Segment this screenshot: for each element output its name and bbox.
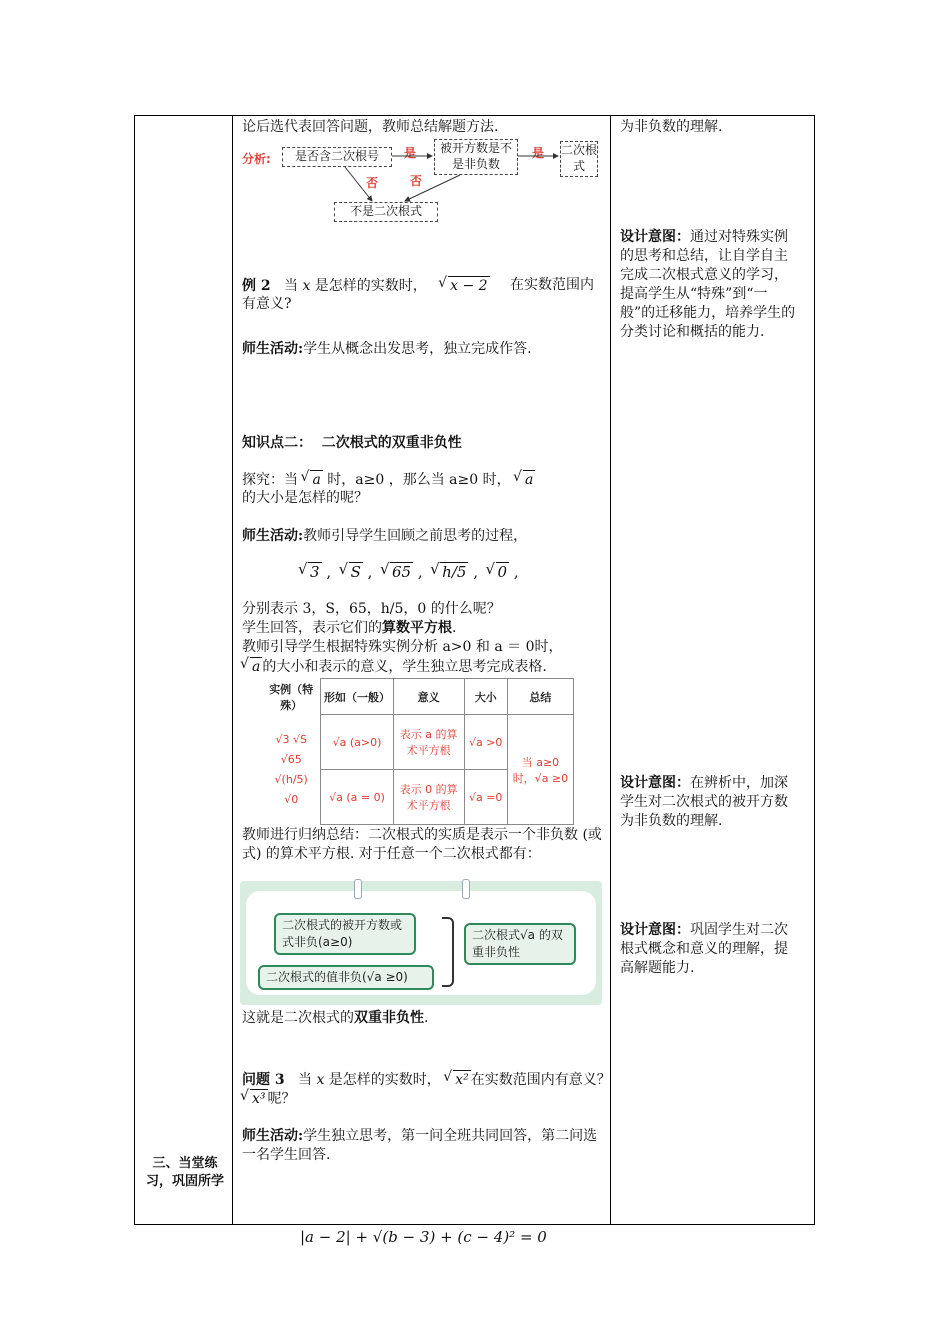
design-intent-3 bbox=[620, 921, 800, 978]
table-top-border bbox=[134, 115, 815, 116]
answer-post: . bbox=[452, 620, 457, 636]
intent1-label: 设计意图： bbox=[620, 229, 690, 245]
double-line bbox=[242, 1009, 428, 1028]
guide-radical: √ a bbox=[250, 657, 262, 677]
double-pre: 这就是二次根式的 bbox=[242, 1010, 354, 1026]
activity2-text: 教师引导学生回顾之前思考的过程， bbox=[303, 528, 528, 544]
column-divider-2 bbox=[610, 115, 611, 1225]
activity1 bbox=[242, 340, 532, 359]
radical-h5: √ h/5 bbox=[440, 562, 468, 582]
row2-size: √a =0 bbox=[464, 770, 507, 825]
question3-line1 bbox=[242, 1070, 611, 1090]
activity3-label: 师生活动: bbox=[242, 1128, 304, 1144]
example2-radical: √ x − 2 bbox=[448, 276, 489, 296]
explore-cond: 时，a≥0 ，那么当 a≥0 时， bbox=[327, 472, 511, 488]
th-form: 形如（一般） bbox=[321, 679, 393, 715]
explore-line1 bbox=[242, 470, 535, 490]
knowledge2-title: 二次根式的双重非负性 bbox=[321, 435, 462, 451]
activity1-label: 师生活动: bbox=[242, 341, 304, 357]
activity2 bbox=[242, 527, 527, 546]
th-size: 大小 bbox=[464, 679, 507, 715]
question3-mid: 是怎样的实数时， bbox=[328, 1072, 441, 1088]
represent-text: 分别表示 3，S，65，h/5，0 的什么呢？ bbox=[242, 601, 501, 617]
activity3 bbox=[242, 1127, 604, 1165]
question3-post1: 在实数范围内有意义？ bbox=[470, 1072, 611, 1088]
question3-post2: 呢？ bbox=[267, 1091, 296, 1107]
radicals-row: √ 3 , √ S , √ 65 , √ h/5 , √ 0 , bbox=[300, 562, 519, 582]
guide-line1: 教师引导学生根据特殊实例分析 a>0 和 a ＝ 0时， bbox=[242, 639, 563, 655]
column-divider-1 bbox=[232, 115, 233, 1225]
question3-radical1: √ x² bbox=[453, 1070, 471, 1090]
example-item: √65 √(h/5) bbox=[274, 752, 308, 786]
flow-yes-1: 是 bbox=[404, 146, 417, 160]
explore-radical-2: √ a bbox=[523, 470, 535, 490]
answer-pre: 学生回答，表示它们的 bbox=[242, 620, 382, 636]
row1-size: √a >0 bbox=[464, 715, 507, 770]
flow-label: 分析: bbox=[242, 152, 271, 166]
design-intent-1 bbox=[620, 228, 800, 342]
design-intent-2 bbox=[620, 774, 800, 831]
th-meaning: 意义 bbox=[393, 679, 464, 715]
intent2-text: 在辨析中，加深学生对二次根式的被开方数为非负数的理解. bbox=[620, 775, 788, 829]
double-nonnegativity-panel bbox=[240, 881, 602, 1005]
guide-line2 bbox=[242, 657, 547, 677]
panel-clip-right bbox=[462, 879, 470, 899]
panel-clip-left bbox=[354, 879, 362, 899]
flow-no-2: 否 bbox=[410, 174, 423, 188]
flow-box-is-radical: 二次根式 bbox=[560, 141, 598, 177]
activity1-text: 学生从概念出发思考，独立完成作答. bbox=[303, 341, 532, 357]
intent1-text: 通过对特殊实例的思考和总结，让自学自主完成二次根式意义的学习，提高学生从“特殊”到“一般”的迁移能力，培养学生的分类讨论和概括的能力. bbox=[620, 229, 796, 340]
guide-text: 的大小和表示的意义，学生独立思考完成表格. bbox=[262, 659, 547, 675]
panel-brace bbox=[442, 917, 454, 987]
examples-cell bbox=[262, 715, 321, 825]
knowledge2-heading bbox=[242, 434, 462, 453]
flow-arrows bbox=[240, 135, 610, 230]
table-left-border bbox=[134, 115, 135, 1225]
right-top-text: 为非负数的理解. bbox=[620, 119, 723, 135]
row-header: 三、当堂练习，巩固所学 bbox=[145, 1156, 224, 1189]
example-item: √0 bbox=[284, 792, 299, 806]
intent3-text: 巩固学生对二次根式概念和意义的理解，提高解题能力. bbox=[620, 922, 788, 976]
flow-no-1: 否 bbox=[366, 176, 379, 190]
intent2-label: 设计意图： bbox=[620, 775, 690, 791]
flow-box-nonnegative: 被开方数是不是非负数 bbox=[434, 139, 518, 175]
table-bottom-border bbox=[134, 1224, 815, 1225]
explore-tail: 的大小是怎样的呢？ bbox=[242, 490, 368, 506]
example-item: √3 √S bbox=[275, 732, 307, 746]
example2-var: x bbox=[302, 278, 311, 294]
question3-var: x bbox=[316, 1072, 325, 1088]
intro-text: 论后选代表回答问题，教师总结解题方法. bbox=[242, 119, 499, 135]
table-right-border bbox=[814, 115, 815, 1225]
bottom-formula: |a − 2| + √(b − 3) + (c − 4)² = 0 bbox=[300, 1228, 547, 1246]
explore-pre: 探究：当 bbox=[242, 472, 298, 488]
row1-meaning: 表示 a 的算术平方根 bbox=[393, 715, 464, 770]
summary-text: 教师进行归纳总结：二次根式的实质是表示一个非负数 (或式) 的算术平方根. 对于任意一个二次根式都有： bbox=[242, 827, 602, 862]
answer-bold: 算数平方根 bbox=[382, 620, 452, 636]
comparison-table bbox=[262, 678, 574, 825]
question3-pre: 当 bbox=[297, 1072, 312, 1088]
row2-form: √a (a = 0) bbox=[321, 770, 393, 825]
summary-cell: 当 a≥0 时，√a ≥0 bbox=[507, 715, 573, 825]
radical-s: √ S bbox=[349, 562, 363, 582]
flow-box-not-radical: 不是二次根式 bbox=[334, 202, 438, 222]
explore-radical: √ a bbox=[310, 470, 322, 490]
knowledge2-label: 知识点二： bbox=[242, 435, 312, 451]
th-summary: 总结 bbox=[507, 679, 573, 715]
activity3-text: 学生独立思考，第一问全班共同回答，第二问选一名学生回答. bbox=[242, 1128, 598, 1163]
activity2-label: 师生活动: bbox=[242, 528, 304, 544]
question3-line2 bbox=[242, 1089, 296, 1109]
double-post: . bbox=[424, 1010, 429, 1026]
question3-title: 问题 3 bbox=[242, 1072, 285, 1088]
example2-title: 例 2 bbox=[242, 278, 271, 294]
example2-pre: 当 bbox=[283, 278, 298, 294]
intent3-label: 设计意图： bbox=[620, 922, 690, 938]
panel-box-value: 二次根式的值非负(√a ≥0) bbox=[258, 965, 434, 990]
th-example: 实例（特殊） bbox=[269, 682, 314, 712]
example2-post: 在实数范围内有意义? bbox=[242, 277, 594, 312]
radical-65: √ 65 bbox=[390, 562, 413, 582]
double-bold: 双重非负性 bbox=[354, 1010, 424, 1026]
answer-line bbox=[242, 619, 456, 638]
row1-form: √a (a>0) bbox=[321, 715, 393, 770]
row2-meaning: 表示 0 的算术平方根 bbox=[393, 770, 464, 825]
radical-0: √ 0 bbox=[496, 562, 510, 582]
flow-yes-2: 是 bbox=[532, 146, 545, 160]
panel-box-double: 二次根式√a 的双重非负性 bbox=[464, 923, 576, 965]
flow-box-has-radical: 是否含二次根号 bbox=[282, 147, 392, 167]
panel-box-radicand: 二次根式的被开方数或式非负(a≥0) bbox=[274, 913, 416, 955]
example2-mid: 是怎样的实数时， bbox=[314, 278, 427, 294]
question3-radical2: √ x³ bbox=[250, 1089, 268, 1109]
radical-3: √ 3 bbox=[308, 562, 322, 582]
